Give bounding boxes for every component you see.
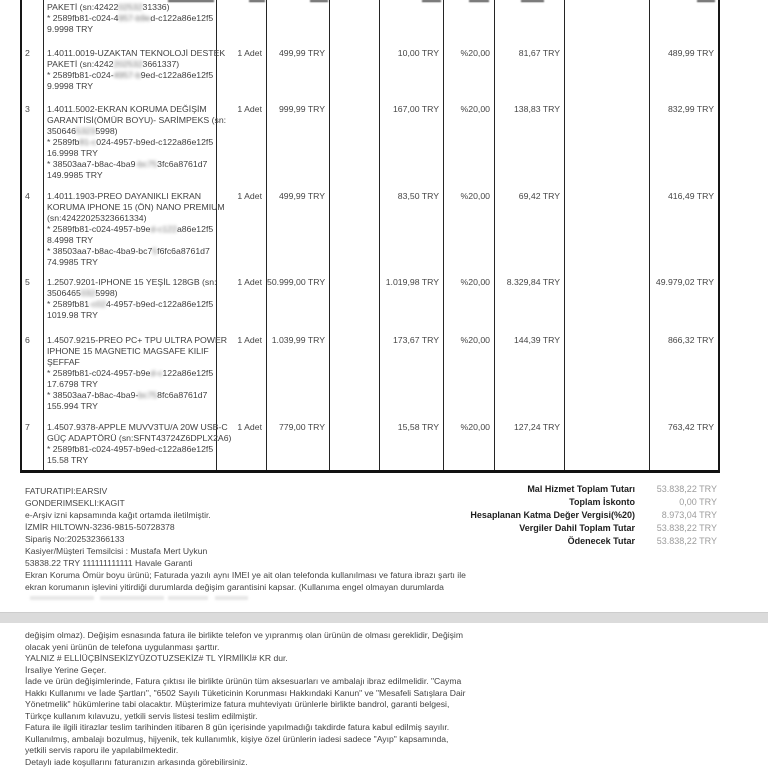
col-quantity: 1 Adet bbox=[217, 187, 267, 273]
col-empty bbox=[330, 187, 380, 273]
description-line: 1.4507.9378-APPLE MUVV3TU/A 20W USB-C bbox=[47, 422, 228, 432]
description-line: * 2589fb81-c024-4957-b9ed-c122a86e12f5 bbox=[47, 70, 214, 80]
col-unit-price: 999,99 TRY bbox=[267, 100, 330, 187]
col-vat-rate: %20,00 bbox=[444, 100, 495, 187]
clipped-row-artifact bbox=[422, 0, 441, 2]
description-line: 1.4011.1903-PREO DAYANIKLI EKRAN bbox=[47, 191, 202, 201]
description-line: * 2589fb81-c024-4957-b9ed-c122a86e12f5 bbox=[47, 224, 214, 234]
totals-label: Hesaplanan Katma Değer Vergisi(%20) bbox=[470, 509, 635, 520]
legal-line: İrsaliye Yerine Geçer. bbox=[25, 664, 107, 675]
description-line: * 38503aa7-b8ac-4ba9-bc758fc6a8761d7 bbox=[47, 390, 208, 400]
redacted-text: 957-b9e bbox=[118, 13, 151, 23]
col-empty-2 bbox=[565, 331, 650, 418]
table-row bbox=[22, 0, 718, 44]
meta-line: ekran korumanın işlevini yitirdiği durumlarda değişim garantisini kapsar. (Kullanıma engel olmayan durumlarda bbox=[25, 582, 444, 592]
meta-line: 53838.22 TRY 111111111111 Havale Garanti bbox=[25, 558, 193, 568]
col-line-total bbox=[650, 0, 718, 44]
col-vat-amount: 81,67 TRY bbox=[495, 44, 565, 100]
totals-value: 53.838,22 TRY bbox=[656, 535, 717, 546]
col-discount: 15,58 TRY bbox=[380, 418, 444, 470]
col-unit-price: 50.999,00 TRY bbox=[267, 273, 330, 331]
col-vat-amount: 8.329,84 TRY bbox=[495, 273, 565, 331]
totals-label: Vergiler Dahil Toplam Tutar bbox=[519, 522, 635, 533]
description-line: 1.2507.9201-IPHONE 15 YEŞİL 128GB (sn: bbox=[47, 277, 217, 287]
col-vat-amount bbox=[495, 0, 565, 44]
col-row-number: 5 bbox=[22, 273, 44, 331]
totals-value: 0,00 TRY bbox=[679, 496, 717, 507]
legal-line: Fatura ile ilgili itirazlar teslim tarihinden itibaren 8 gün içerisinde yapılmadığı takdirde fatura kabul edilmiş sayılır. bbox=[25, 722, 450, 732]
invoice-table bbox=[20, 0, 720, 473]
col-empty bbox=[330, 100, 380, 187]
description-line: 1019.98 TRY bbox=[47, 310, 98, 320]
table-row bbox=[22, 331, 718, 418]
col-discount: 167,00 TRY bbox=[380, 100, 444, 187]
col-empty-2 bbox=[565, 44, 650, 100]
legal-line: değişim olmaz). Değişim esnasında fatura ile birlikte telefon ve yıpranmış olan ürünün de olması gereklidir, Değişim bbox=[25, 630, 464, 640]
redacted-text: d-c bbox=[150, 368, 163, 378]
col-empty-2 bbox=[565, 273, 650, 331]
col-line-total: 489,99 TRY bbox=[667, 48, 714, 58]
redacted-text: 032 bbox=[80, 288, 96, 298]
description-line: * 2589fb81-c024-4957-b9ed-c122a86e12f5 bbox=[47, 368, 214, 378]
col-empty bbox=[330, 331, 380, 418]
legal-line: Kullanılmış, ambalajı bozulmuş, hijyenik, tek kullanımlık, kişiye özel ürünlerin iadesi sadece "Ayıp" kapsamında, bbox=[25, 733, 449, 744]
col-vat-amount: 127,24 TRY bbox=[495, 418, 565, 470]
description-line: 155.994 TRY bbox=[47, 401, 98, 411]
col-line-total: 832,99 TRY bbox=[667, 104, 714, 114]
meta-line: Kasiyer/Müşteri Temsilcisi : Mustafa Mert Uykun bbox=[25, 546, 208, 556]
description-line: 74.9985 TRY bbox=[47, 257, 98, 267]
description-line: 1.4507.9215-PREO PC+ TPU ULTRA POWER bbox=[47, 335, 228, 345]
col-empty-2 bbox=[565, 0, 650, 44]
col-vat-amount: 138,83 TRY bbox=[495, 100, 565, 187]
legal-line: İade ve ürün değişimlerinde, Fatura çıktısı ile birlikte ürünün tüm aksesuarları ve ambalajı ibraz edilmelidir. "Cayma bbox=[25, 676, 462, 686]
col-quantity bbox=[217, 0, 267, 44]
description-line: * 38503aa7-b8ac-4ba9-bc75f6fc6a8761d7 bbox=[47, 246, 210, 256]
col-vat-rate: %20,00 bbox=[444, 44, 495, 100]
description-line: 15.58 TRY bbox=[47, 455, 89, 465]
description-line: GARANTİSİ(ÖMÜR BOYU)- SARİMPEKS (sn: bbox=[47, 115, 227, 125]
col-unit-price bbox=[267, 0, 330, 44]
col-description bbox=[44, 44, 226, 100]
description-line: * 2589fb81-c024-4957-b9ed-c122a86e12f5 bbox=[47, 444, 214, 454]
table-row bbox=[22, 44, 718, 100]
clipped-row-artifact bbox=[521, 0, 544, 2]
col-line-total: 763,42 TRY bbox=[667, 422, 714, 432]
description-line: 16.9998 TRY bbox=[47, 148, 98, 158]
col-description bbox=[44, 187, 225, 273]
meta-line: GONDERIMSEKLI:KAGIT bbox=[25, 498, 125, 508]
totals-value: 53.838,22 TRY bbox=[656, 522, 717, 533]
col-quantity: 1 Adet bbox=[217, 44, 267, 100]
col-discount: 83,50 TRY bbox=[380, 187, 444, 273]
redacted-text: 81-c bbox=[79, 137, 97, 147]
description-line: PAKETİ (sn:42422025323661337) bbox=[47, 59, 180, 69]
col-quantity: 1 Adet bbox=[217, 418, 267, 470]
description-line: PAKETİ (sn:424220253231336) bbox=[47, 2, 170, 12]
description-line: IPHONE 15 MAGNETIC MAGSAFE KILIF bbox=[47, 346, 209, 356]
col-discount: 1.019,98 TRY bbox=[380, 273, 444, 331]
totals-label: Mal Hizmet Toplam Tutarı bbox=[527, 483, 635, 494]
redacted-text: 5323 bbox=[76, 126, 96, 136]
description-line: 35064653235998) bbox=[47, 126, 118, 136]
description-line: 1.4011.5002-EKRAN KORUMA DEĞİŞİM bbox=[47, 104, 207, 114]
col-line-total: 866,32 TRY bbox=[667, 335, 714, 345]
meta-line: Ekran Koruma Ömür boyu ürünü; Faturada yazılı aynı IMEI ye ait olan telefonda kullanılması ve fatura ibrazı şartı ile bbox=[25, 570, 466, 580]
redacted-text: -bc75 bbox=[135, 159, 158, 169]
legal-line: Detaylı iade koşullarını faturanızın arkasında görebilirsiniz. bbox=[25, 756, 248, 767]
faded-artifact bbox=[168, 596, 208, 600]
table-row bbox=[22, 187, 718, 273]
col-description bbox=[44, 100, 227, 187]
col-quantity: 1 Adet bbox=[217, 100, 267, 187]
col-line-total: 49.979,02 TRY bbox=[655, 277, 714, 287]
col-description bbox=[44, 331, 228, 418]
col-unit-price: 779,00 TRY bbox=[267, 418, 330, 470]
legal-line: yetkili servis raporu ile yapılabilmektedir. bbox=[25, 745, 179, 755]
col-discount bbox=[380, 0, 444, 44]
col-line-total: 416,49 TRY bbox=[667, 191, 714, 201]
redacted-text: bc75 bbox=[138, 390, 158, 400]
col-row-number: 7 bbox=[22, 418, 44, 470]
col-discount: 173,67 TRY bbox=[380, 331, 444, 418]
col-vat-rate: %20,00 bbox=[444, 331, 495, 418]
redacted-text: 202532 bbox=[113, 59, 143, 69]
col-vat-rate: %20,00 bbox=[444, 187, 495, 273]
legal-line: Yönetmelik" hükümlerine tabi olacaktır. Müşterimize fatura muhteviyatı ürünlerle birlikte bandrol, garanti belgesi, bbox=[25, 699, 450, 709]
description-line: ŞEFFAF bbox=[47, 357, 80, 367]
col-vat-rate: %20,00 bbox=[444, 418, 495, 470]
col-empty bbox=[330, 418, 380, 470]
col-quantity: 1 Adet bbox=[217, 273, 267, 331]
description-line: 17.6798 TRY bbox=[47, 379, 98, 389]
totals-value: 53.838,22 TRY bbox=[656, 483, 717, 494]
col-discount: 10,00 TRY bbox=[380, 44, 444, 100]
col-row-number: 4 bbox=[22, 187, 44, 273]
description-line: KORUMA IPHONE 15 (ÖN) NANO PREMIUM bbox=[47, 202, 225, 212]
redacted-text: 4957-b bbox=[113, 70, 141, 80]
description-line: * 2589fb81-c024-4957-b9ed-c122a86e12f5 bbox=[47, 13, 214, 23]
redacted-text: 02532 bbox=[118, 2, 143, 12]
description-line: GÜÇ ADAPTÖRÜ (sn:SFNT43724Z6DPLX2A6) bbox=[47, 433, 232, 443]
table-row bbox=[22, 273, 718, 331]
col-row-number bbox=[22, 0, 44, 44]
description-line: * 2589fb81-c024-4957-b9ed-c122a86e12f5 bbox=[47, 299, 214, 309]
description-line: 9.9998 TRY bbox=[47, 81, 94, 91]
col-row-number: 3 bbox=[22, 100, 44, 187]
col-unit-price: 499,99 TRY bbox=[267, 44, 330, 100]
faded-artifact bbox=[215, 596, 248, 600]
description-line: 8.4998 TRY bbox=[47, 235, 94, 245]
redacted-text: -c02 bbox=[89, 299, 106, 309]
clipped-row-artifact bbox=[168, 0, 214, 2]
legal-line: Türkçe kullanım kılavuzu, yetkili servis listesi teslim edilmiştir. bbox=[25, 710, 258, 721]
legal-line: Hakkı Kullanımı ve İade Şartları", "6502 Sayılı Tüketicinin Korunması Hakkındaki Kanun" ve "Mesafeli Satışlara Dair bbox=[25, 687, 466, 698]
col-empty-2 bbox=[565, 187, 650, 273]
description-line: * 38503aa7-b8ac-4ba9-bc753fc6a8761d7 bbox=[47, 159, 208, 169]
clipped-row-artifact bbox=[697, 0, 715, 2]
col-empty-2 bbox=[565, 100, 650, 187]
col-empty bbox=[330, 44, 380, 100]
redacted-text: d-c122 bbox=[150, 224, 177, 234]
table-row bbox=[22, 418, 718, 470]
col-empty bbox=[330, 0, 380, 44]
clipped-row-artifact bbox=[469, 0, 489, 2]
col-empty-2 bbox=[565, 418, 650, 470]
legal-line: YALNIZ # ELLİÜÇBİNSEKİZYÜZOTUZSEKİZ# TL YİRMİİKİ# KR dur. bbox=[25, 653, 288, 663]
invoice-meta-block bbox=[25, 485, 466, 593]
col-row-number: 2 bbox=[22, 44, 44, 100]
col-vat-amount: 69,42 TRY bbox=[495, 187, 565, 273]
meta-line: e-Arşiv izni kapsamında kağıt ortamda iletilmiştir. bbox=[25, 510, 211, 520]
col-empty bbox=[330, 273, 380, 331]
meta-line: FATURATIPI:EARSIV bbox=[25, 486, 108, 496]
description-line: (sn:42422025323661334) bbox=[47, 213, 147, 223]
description-line: 149.9985 TRY bbox=[47, 170, 103, 180]
legal-text-block bbox=[0, 623, 768, 768]
totals-value: 8.973,04 TRY bbox=[661, 509, 717, 520]
legal-line: olacak yeni ürünün de telefona uygulanması şarttır. bbox=[25, 641, 220, 652]
table-row bbox=[22, 100, 718, 187]
description-line: 35064650325998) bbox=[47, 288, 118, 298]
faded-artifact bbox=[100, 596, 164, 600]
clipped-row-artifact bbox=[310, 0, 328, 2]
faded-artifact bbox=[30, 596, 94, 600]
clipped-row-artifact bbox=[249, 0, 265, 2]
col-unit-price: 499,99 TRY bbox=[267, 187, 330, 273]
col-row-number: 6 bbox=[22, 331, 44, 418]
description-line: 1.4011.0019-UZAKTAN TEKNOLOJİ DESTEK bbox=[47, 48, 226, 58]
totals-label: Ödenecek Tutar bbox=[567, 535, 635, 546]
col-unit-price: 1.039,99 TRY bbox=[267, 331, 330, 418]
redacted-text: 5 bbox=[152, 246, 158, 256]
col-quantity: 1 Adet bbox=[217, 331, 267, 418]
invoice-page-2 bbox=[0, 623, 768, 768]
col-description bbox=[44, 273, 217, 331]
col-vat-rate bbox=[444, 0, 495, 44]
col-description bbox=[44, 418, 232, 470]
col-vat-amount: 144,39 TRY bbox=[495, 331, 565, 418]
totals-label: Toplam İskonto bbox=[569, 496, 635, 507]
description-line: 9.9998 TRY bbox=[47, 24, 94, 34]
description-line: * 2589fb81-c024-4957-b9ed-c122a86e12f5 bbox=[47, 137, 214, 147]
meta-line: Sipariş No:202532366133 bbox=[25, 534, 125, 544]
col-description bbox=[44, 0, 217, 44]
col-vat-rate: %20,00 bbox=[444, 273, 495, 331]
meta-line: İZMİR HILTOWN-3236-9815-50728378 bbox=[25, 522, 175, 532]
